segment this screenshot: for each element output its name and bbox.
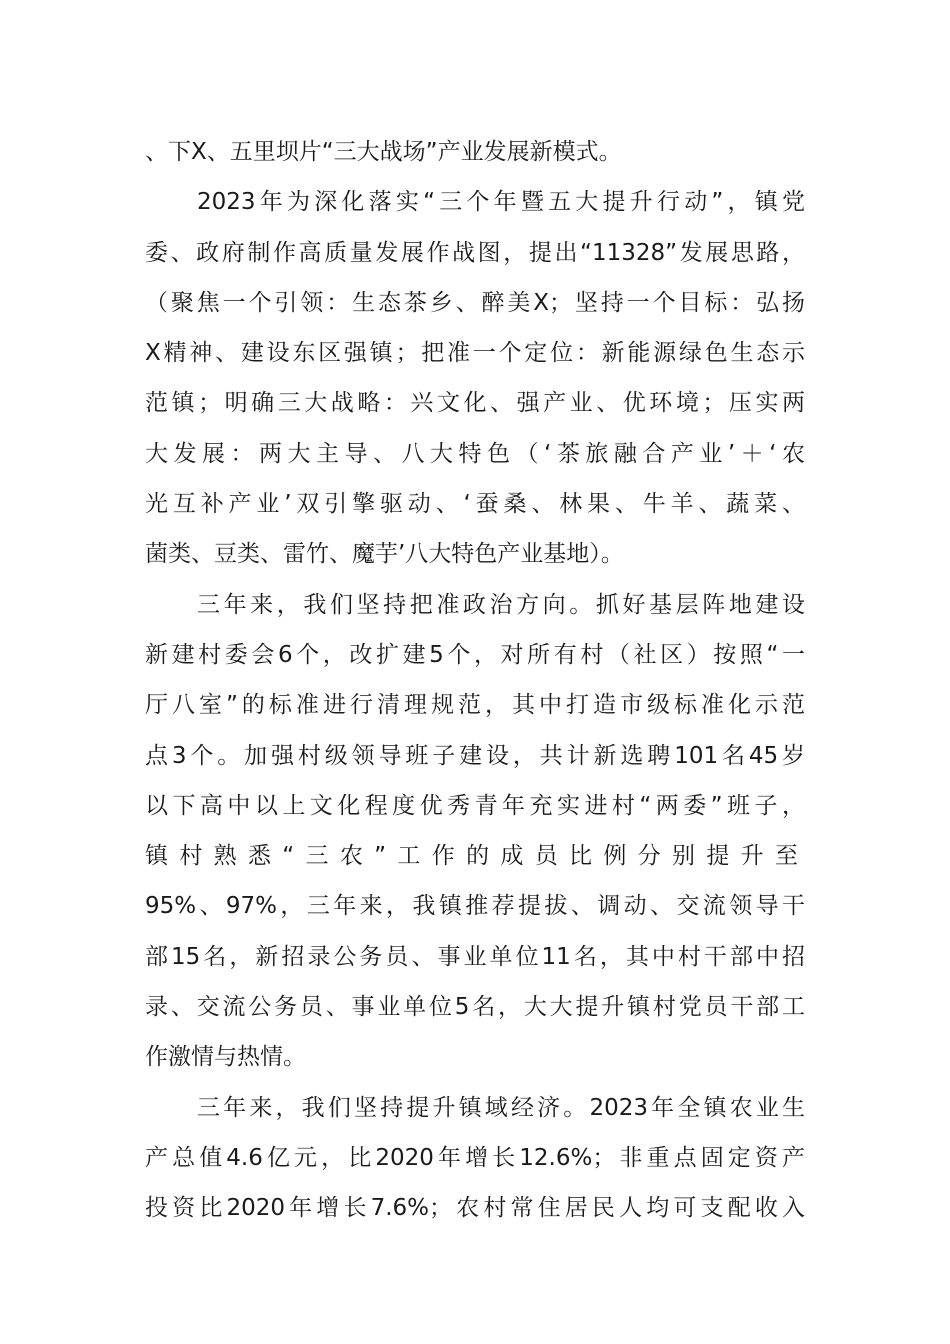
text-line: 作激情与热情。 bbox=[145, 1044, 306, 1071]
text-line: 95%、97%，三年来，我镇推荐提拔、调动、交流领导干 bbox=[145, 893, 805, 920]
text-line: 厅八室”的标准进行清理规范，其中打造市级标准化示范 bbox=[145, 692, 805, 719]
text-line: 、下X、五里坝片“三大战场”产业发展新模式。 bbox=[145, 139, 622, 165]
text-line: 投资比2020年增长7.6%；农村常住居民人均可支配收入 bbox=[145, 1195, 805, 1222]
text-line: 范镇；明确三大战略：兴文化、强产业、优环境；压实两 bbox=[145, 390, 805, 417]
text-line: 大发展：两大主导、八大特色（‘茶旅融合产业’＋‘农 bbox=[145, 440, 805, 467]
text-line: 2023年为深化落实“三个年暨五大提升行动”，镇党 bbox=[197, 189, 805, 216]
text-line: 三年来，我们坚持把准政治方向。抓好基层阵地建设 bbox=[197, 591, 805, 618]
text-line: 菌类、豆类、雷竹、魔芋’八大特色产业基地）。 bbox=[145, 541, 624, 568]
text-line: 部15名，新招录公务员、事业单位11名，其中村干部中招 bbox=[145, 943, 805, 970]
text-line: （聚焦一个引领：生态茶乡、醉美X；坚持一个目标：弘扬 bbox=[145, 289, 805, 316]
document-body bbox=[145, 127, 805, 1234]
text-line: 三年来，我们坚持提升镇域经济。2023年全镇农业生 bbox=[197, 1094, 805, 1121]
text-line: 镇村熟悉“三农”工作的成员比例分别提升至 bbox=[145, 843, 805, 870]
text-line: X精神、建设东区强镇；把准一个定位：新能源绿色生态示 bbox=[145, 340, 805, 367]
text-line: 以下高中以上文化程度优秀青年充实进村“两委”班子， bbox=[145, 792, 805, 819]
text-line: 新建村委会6个，改扩建5个，对所有村（社区）按照“一 bbox=[145, 641, 805, 668]
text-line: 委、政府制作高质量发展作战图，提出“11328”发展思路， bbox=[145, 239, 805, 266]
text-line: 光互补产业’双引擎驱动、‘蚕桑、林果、牛羊、蔬菜、 bbox=[145, 491, 805, 518]
text-line: 录、交流公务员、事业单位5名，大大提升镇村党员干部工 bbox=[145, 994, 805, 1021]
text-line: 产总值4.6亿元，比2020年增长12.6%；非重点固定资产 bbox=[145, 1144, 805, 1171]
text-line: 点3个。加强村级领导班子建设，共计新选聘101名45岁 bbox=[145, 742, 805, 769]
